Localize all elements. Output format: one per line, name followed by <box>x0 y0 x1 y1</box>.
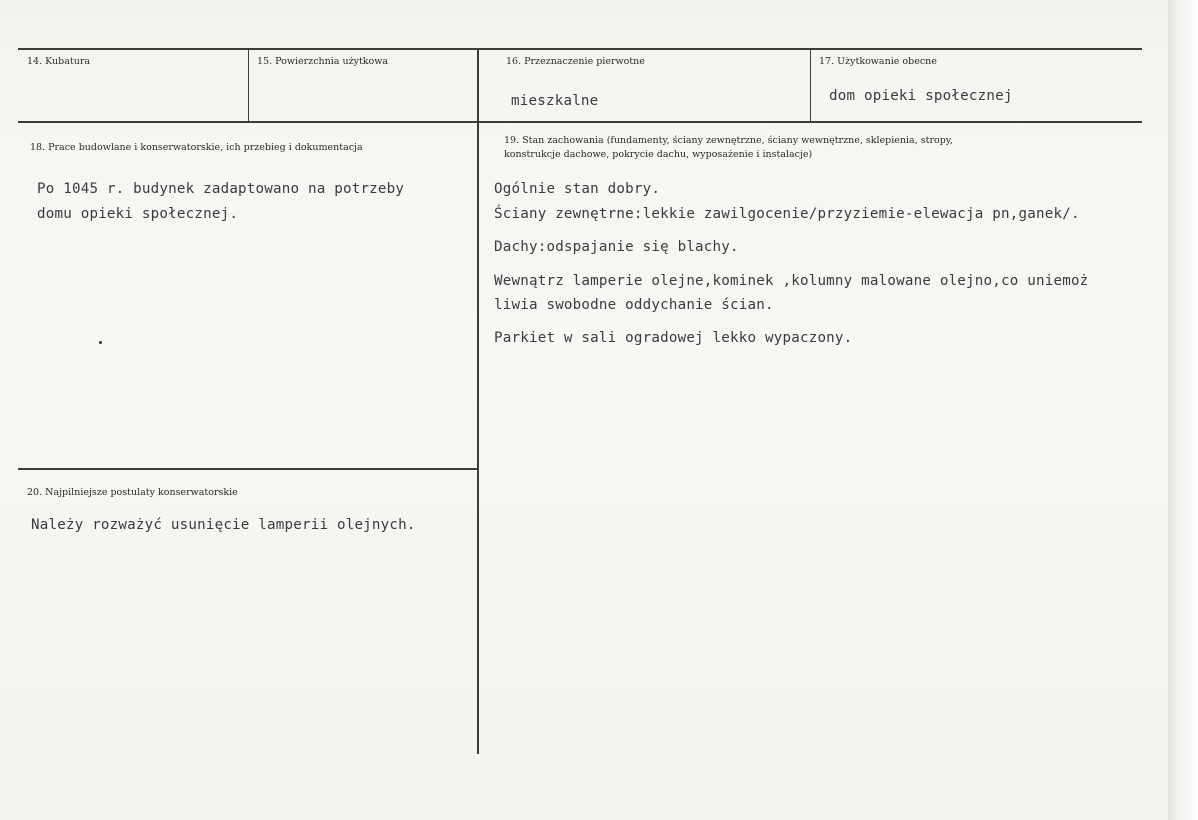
paper-edge <box>1168 0 1198 820</box>
divider-16-17 <box>810 48 811 122</box>
field-16-label: 16. Przeznaczenie pierwotne <box>506 56 645 67</box>
field-14-label: 14. Kubatura <box>27 56 91 67</box>
field-19-line: Parkiet w sali ogradowej lekko wypaczony. <box>494 330 853 346</box>
section-18-bottom-rule <box>18 468 478 470</box>
field-15-label: 15. Powierzchnia użytkowa <box>257 56 389 67</box>
field-19-line: liwia swobodne oddychanie ścian. <box>494 297 774 313</box>
divider-14-15 <box>248 48 249 122</box>
field-18-line: domu opieki społecznej. <box>37 206 239 222</box>
field-20-line: Należy rozważyć usunięcie lamperii olejnych. <box>31 517 416 533</box>
field-19-label-line-1: 19. Stan zachowania (fundamenty, ściany zewnętrzne, ściany wewnętrzne, sklepienia, stropy, <box>504 135 953 146</box>
field-17-value: dom opieki społecznej <box>829 88 1013 104</box>
ink-speck <box>99 341 102 344</box>
field-19-line: Ściany zewnętrne:lekkie zawilgocenie/przyziemie-elewacja pn,ganek/. <box>494 206 1080 222</box>
field-19-line: Dachy:odspajanie się blachy. <box>494 239 739 255</box>
field-16-value: mieszkalne <box>511 93 599 109</box>
field-20-label: 20. Najpilniejsze postulaty konserwatorskie <box>27 487 238 498</box>
field-18-line: Po 1045 r. budynek zadaptowano na potrzeby <box>37 181 405 197</box>
field-19-line: Ogólnie stan dobry. <box>494 181 661 197</box>
top-rule <box>18 48 1142 50</box>
field-19-label-line-2: konstrukcje dachowe, pokrycie dachu, wyposażenie i instalacje) <box>504 149 813 160</box>
field-18-label: 18. Prace budowlane i konserwatorskie, ich przebieg i dokumentacja <box>30 142 363 153</box>
main-column-divider <box>477 48 479 754</box>
field-19-line: Wewnątrz lamperie olejne,kominek ,kolumny malowane olejno,co uniemoż <box>494 273 1089 289</box>
header-row-rule <box>18 121 1142 123</box>
field-17-label: 17. Użytkowanie obecne <box>819 56 937 67</box>
